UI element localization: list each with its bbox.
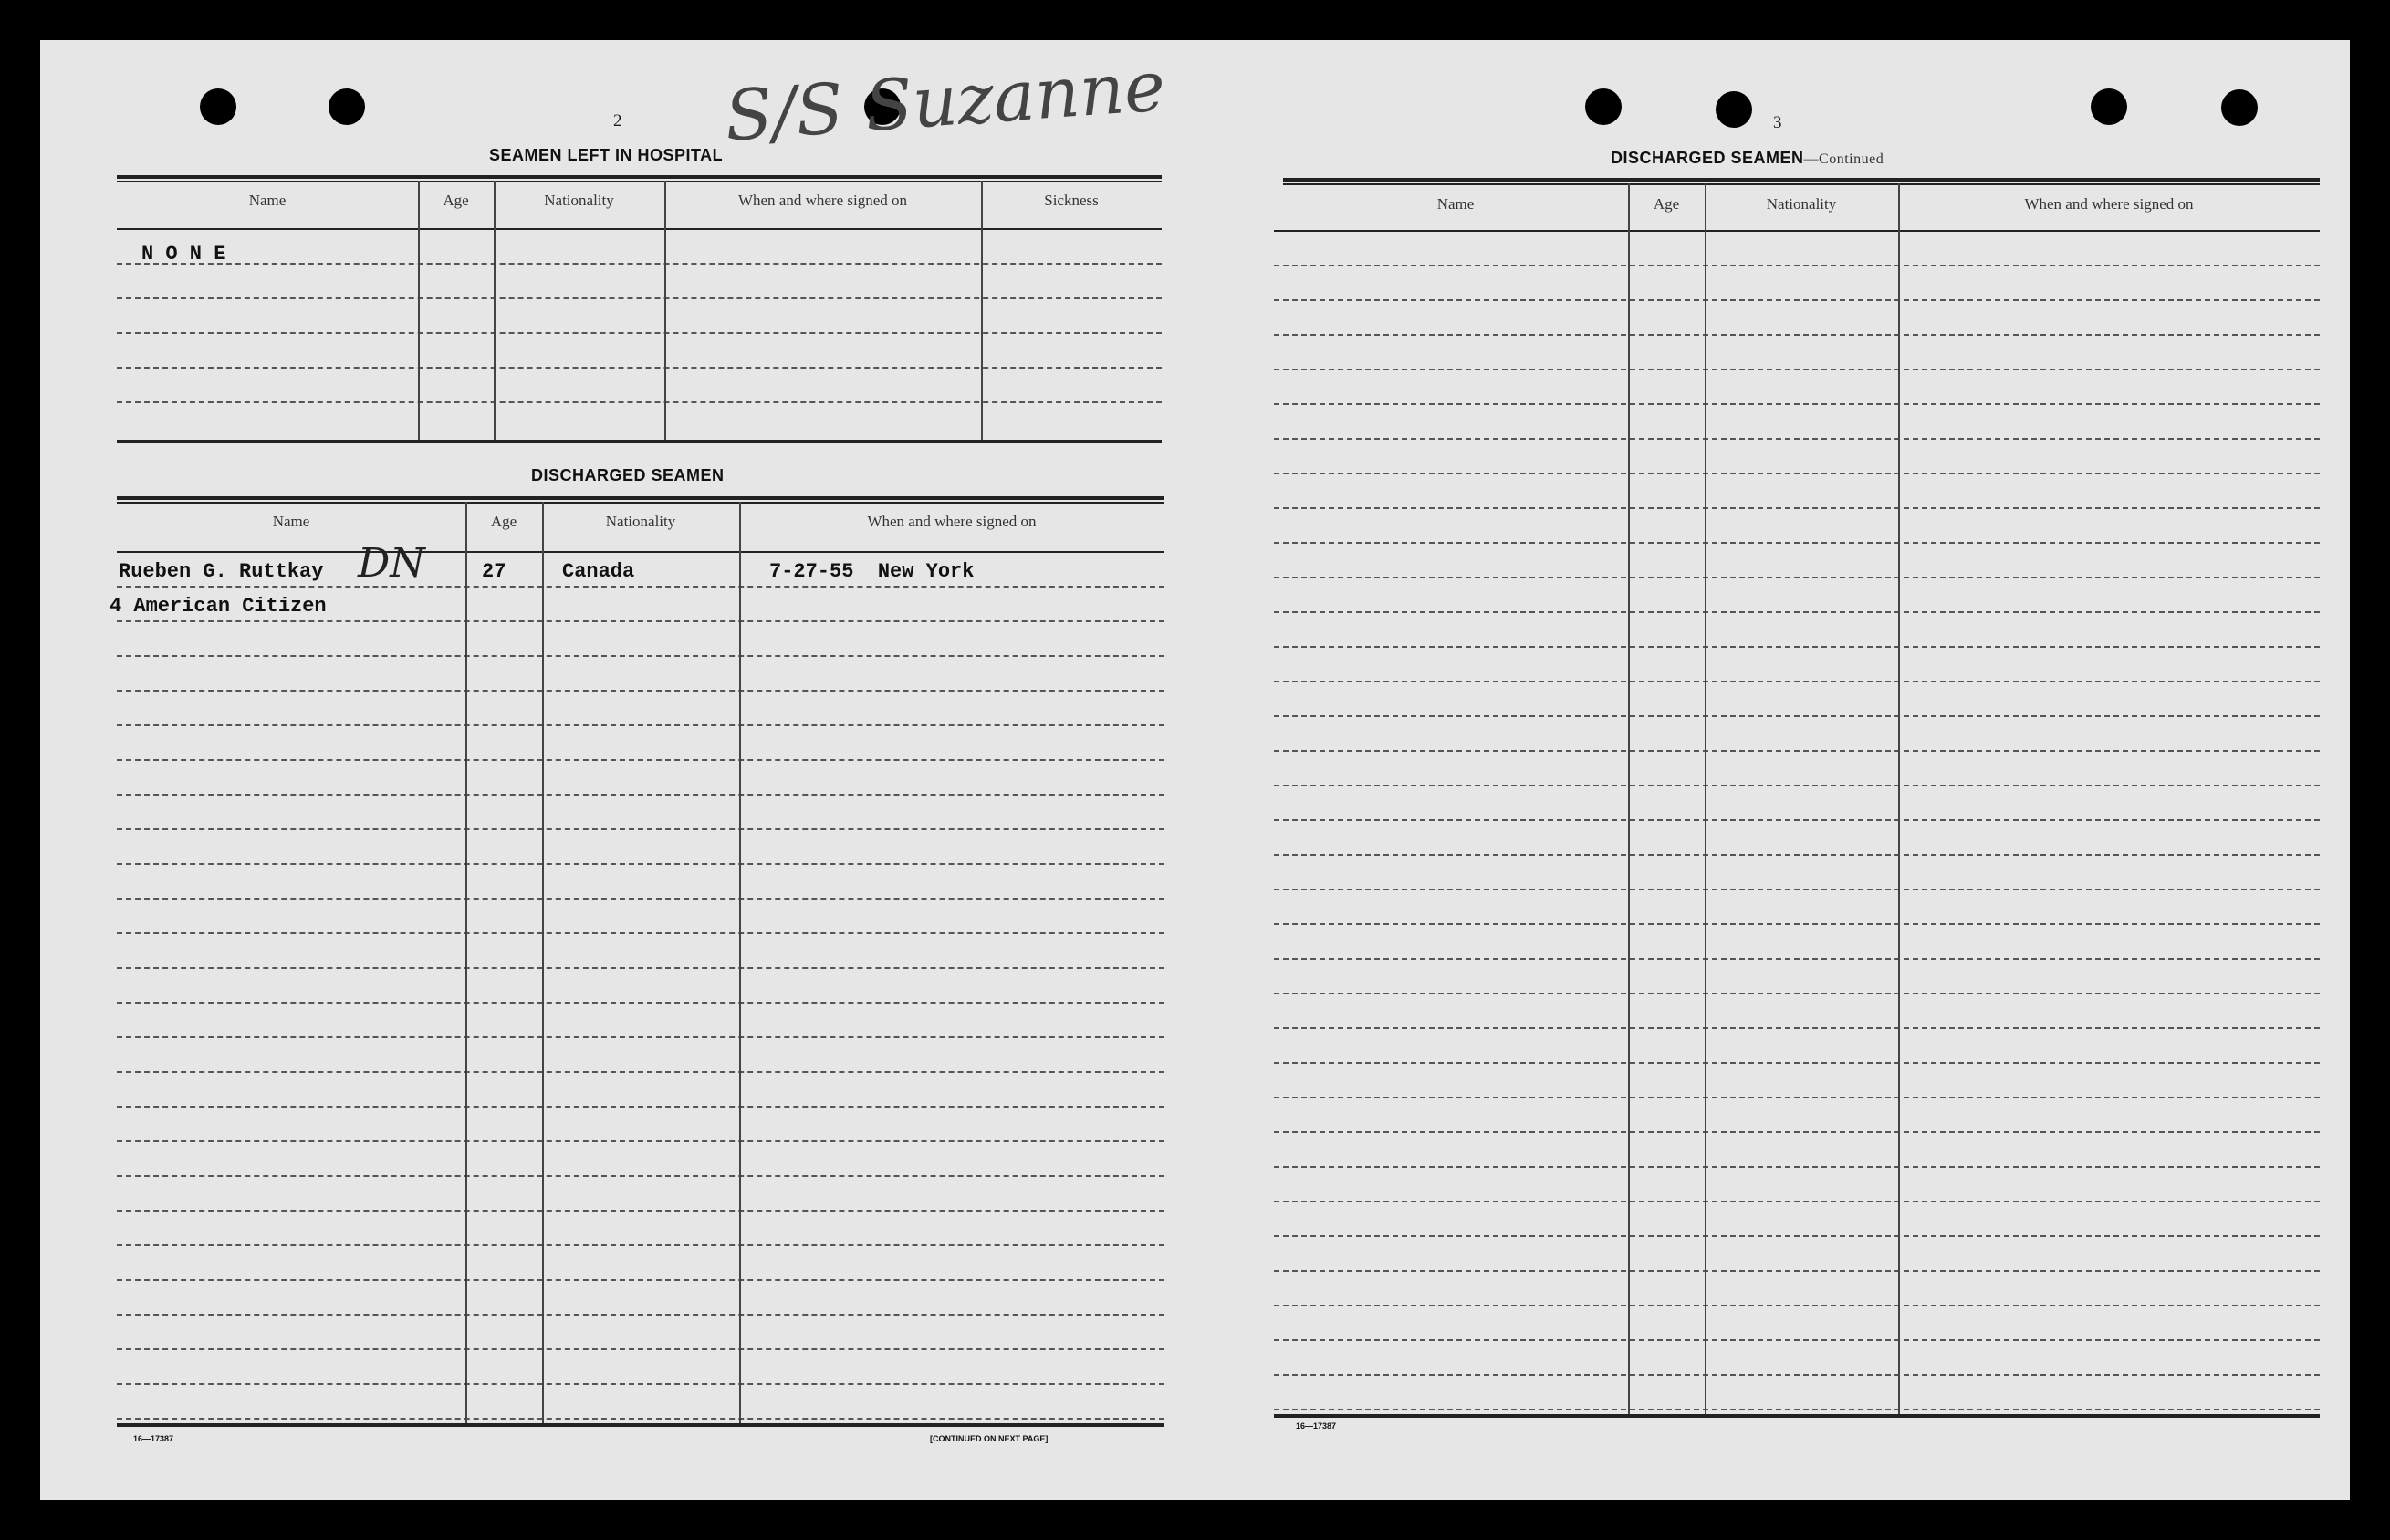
col-header-age: Age bbox=[443, 192, 469, 209]
page-number: 3 bbox=[1773, 113, 1782, 132]
seaman-signed-on: 7-27-55 New York bbox=[769, 560, 975, 583]
col-header-age: Age bbox=[490, 513, 517, 530]
continued-note: [CONTINUED ON NEXT PAGE] bbox=[930, 1434, 1049, 1443]
col-header-age: Age bbox=[1653, 195, 1680, 213]
col-header-nationality: Nationality bbox=[605, 513, 676, 530]
form-number: 16—17387 bbox=[133, 1434, 174, 1443]
document-sheet bbox=[40, 40, 2350, 1500]
binder-hole bbox=[200, 88, 236, 125]
discharged-section-title: DISCHARGED SEAMEN bbox=[531, 466, 725, 484]
handwritten-ship-name: S/S Suzanne bbox=[722, 45, 1168, 157]
binder-hole bbox=[2091, 88, 2127, 125]
seaman-age: 27 bbox=[482, 560, 506, 583]
col-header-nationality: Nationality bbox=[544, 192, 614, 209]
binder-hole bbox=[1716, 91, 1752, 128]
hospital-section-title: SEAMEN LEFT IN HOSPITAL bbox=[489, 146, 724, 164]
col-header-signed-on: When and where signed on bbox=[867, 513, 1037, 530]
col-header-name: Name bbox=[248, 192, 287, 209]
binder-hole bbox=[2221, 89, 2258, 126]
col-header-nationality: Nationality bbox=[1766, 195, 1837, 213]
handwritten-initials: DN bbox=[358, 540, 425, 587]
page-number: 2 bbox=[613, 111, 622, 130]
discharged-continued-title bbox=[1611, 149, 1884, 168]
col-header-name: Name bbox=[272, 513, 310, 530]
col-header-sickness: Sickness bbox=[1044, 192, 1099, 209]
seaman-nationality: Canada bbox=[562, 560, 635, 583]
col-header-name: Name bbox=[1436, 195, 1475, 213]
hospital-entry: N O N E bbox=[141, 243, 226, 265]
col-header-signed-on: When and where signed on bbox=[737, 192, 908, 209]
form-number: 16—17387 bbox=[1296, 1421, 1337, 1431]
seaman-note: 4 American Citizen bbox=[110, 595, 327, 618]
binder-hole bbox=[329, 88, 365, 125]
col-header-signed-on: When and where signed on bbox=[2024, 195, 2194, 213]
title-suffix: —Continued bbox=[1803, 151, 1884, 167]
binder-hole bbox=[1585, 88, 1622, 125]
title-text: DISCHARGED SEAMEN bbox=[1611, 149, 1804, 167]
seaman-name: Rueben G. Ruttkay bbox=[119, 560, 324, 583]
